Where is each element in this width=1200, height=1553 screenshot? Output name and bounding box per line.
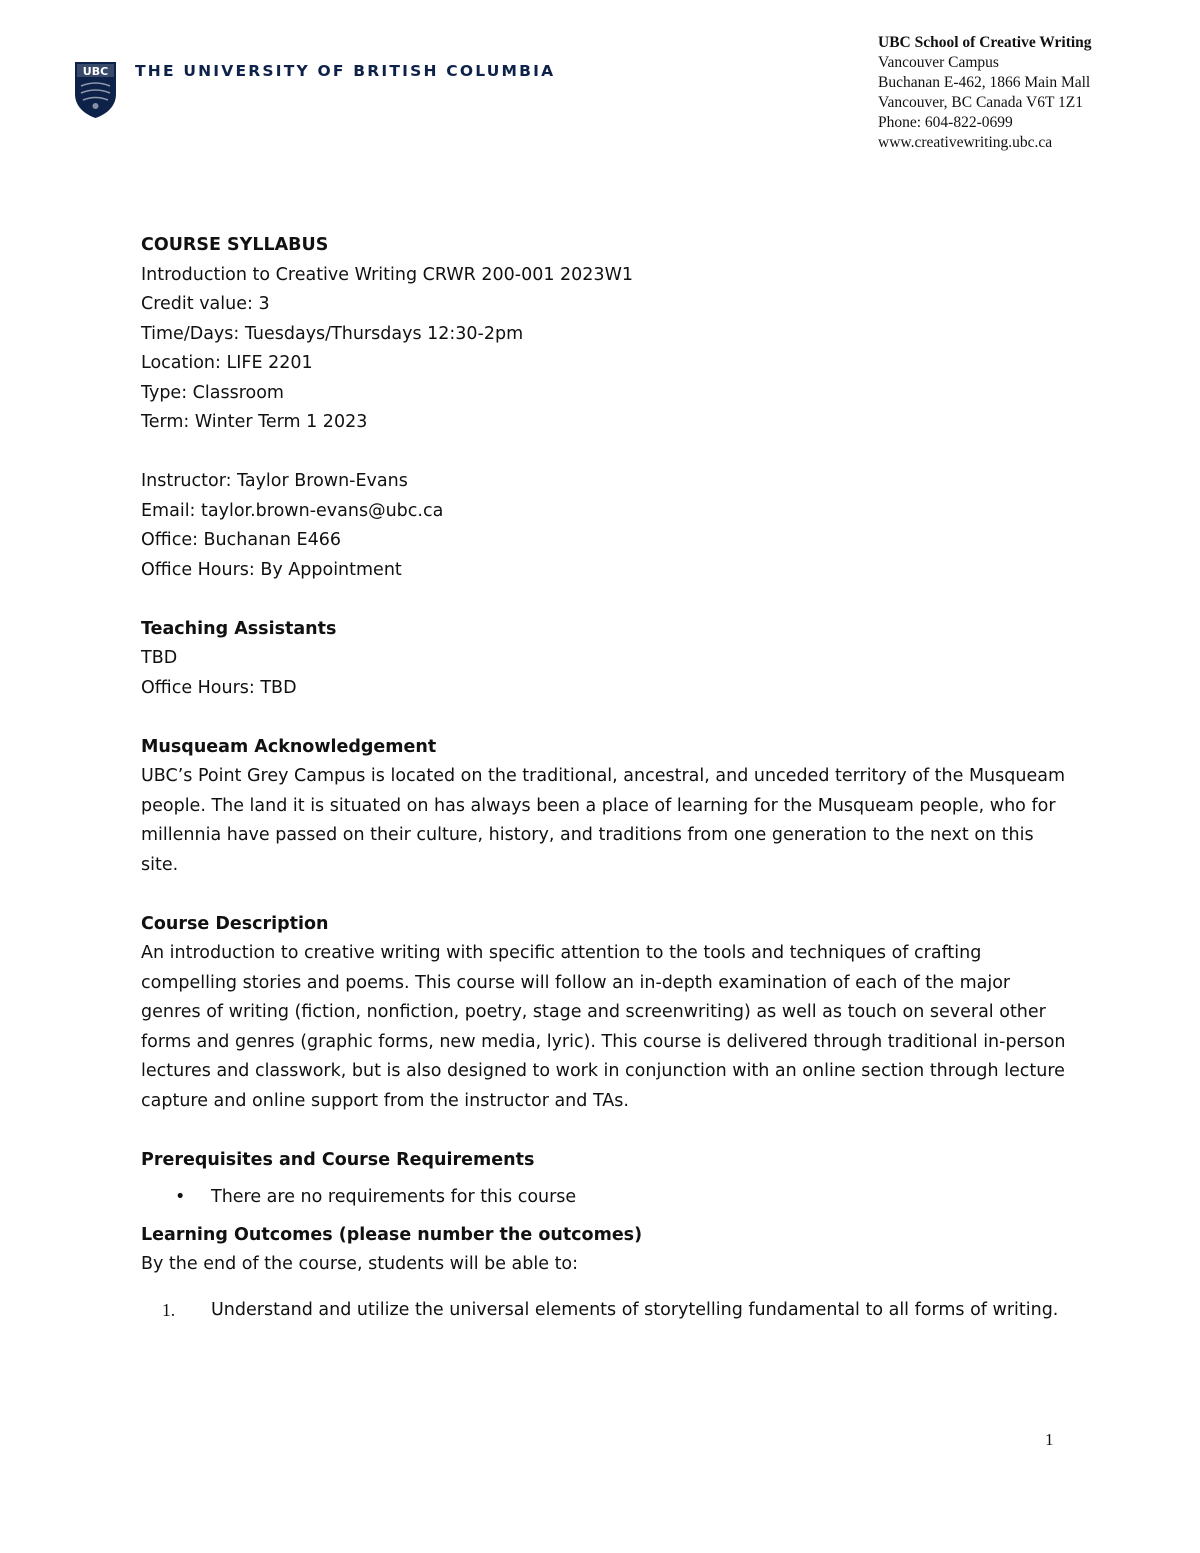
syllabus-heading: COURSE SYLLABUS bbox=[141, 235, 329, 255]
city-address: Vancouver, BC Canada V6T 1Z1 bbox=[878, 94, 1084, 111]
location: Location: LIFE 2201 bbox=[141, 353, 313, 373]
ubc-crest-logo bbox=[73, 60, 118, 120]
outcome-number: 1. bbox=[162, 1299, 176, 1320]
outcomes-heading: Learning Outcomes (please number the outcomes) bbox=[141, 1224, 643, 1245]
crest-logo-text: UBC bbox=[82, 65, 109, 78]
ta-heading: Teaching Assistants bbox=[141, 618, 337, 639]
school-address-block bbox=[878, 33, 1092, 153]
prerequisite-text: There are no requirements for this course bbox=[211, 1187, 577, 1207]
outcomes-intro: By the end of the course, students will be able to: bbox=[141, 1254, 579, 1274]
instructor-office-hours: Office Hours: By Appointment bbox=[141, 559, 402, 580]
ta-names: TBD bbox=[141, 648, 178, 668]
description-text: An introduction to creative writing with specific attention to the tools and techniques of crafting compelling stories and poems. This course will follow an in-depth examination of each of the major genres of writing (fiction, nonfiction, poetry, stage and screenwriting) as well as touch on several other forms and genres (graphic forms, new media, lyric). This course is delivered through traditional in-person lectures and classwork, but is also designed to work in conjunction with an online section through lecture capture and online support from the instructor and TAs. bbox=[141, 943, 1066, 1111]
term: Term: Winter Term 1 2023 bbox=[141, 412, 368, 432]
page-number: 1 bbox=[1045, 1430, 1054, 1449]
ta-office-hours: Office Hours: TBD bbox=[141, 677, 297, 698]
university-name: THE UNIVERSITY OF BRITISH COLUMBIA bbox=[135, 62, 556, 80]
course-title: Introduction to Creative Writing CRWR 200-001 2023W1 bbox=[141, 264, 634, 285]
instructor-office: Office: Buchanan E466 bbox=[141, 530, 342, 550]
school-name: UBC School of Creative Writing bbox=[878, 34, 1092, 51]
street-address: Buchanan E-462, 1866 Main Mall bbox=[878, 74, 1091, 91]
phone-number: Phone: 604-822-0699 bbox=[878, 114, 1013, 131]
instructor-name: Instructor: Taylor Brown-Evans bbox=[141, 471, 408, 491]
outcome-text: Understand and utilize the universal elements of storytelling fundamental to all forms of writing. bbox=[211, 1299, 1059, 1320]
course-type: Type: Classroom bbox=[141, 382, 284, 403]
credit-value: Credit value: 3 bbox=[141, 294, 270, 314]
campus-name: Vancouver Campus bbox=[878, 54, 999, 71]
instructor-email[interactable]: Email: taylor.brown-evans@ubc.ca bbox=[141, 500, 444, 521]
acknowledgement-heading: Musqueam Acknowledgement bbox=[141, 736, 437, 757]
list-item bbox=[141, 1183, 1071, 1213]
prerequisites-heading: Prerequisites and Course Requirements bbox=[141, 1149, 535, 1170]
description-heading: Course Description bbox=[141, 913, 329, 934]
time-days: Time/Days: Tuesdays/Thursdays 12:30-2pm bbox=[141, 323, 524, 344]
list-item bbox=[141, 1296, 1071, 1326]
acknowledgement-text: UBC’s Point Grey Campus is located on the traditional, ancestral, and unceded territory of the Musqueam people. The land it is situated on has always been a place of learning for the Musqueam people, who for millennia have passed on their culture, history, and traditions from one generation to the next on this site. bbox=[141, 766, 1065, 875]
bullet-icon: • bbox=[175, 1187, 186, 1207]
website-link[interactable]: www.creativewriting.ubc.ca bbox=[878, 134, 1053, 151]
syllabus-body bbox=[141, 231, 1071, 1325]
